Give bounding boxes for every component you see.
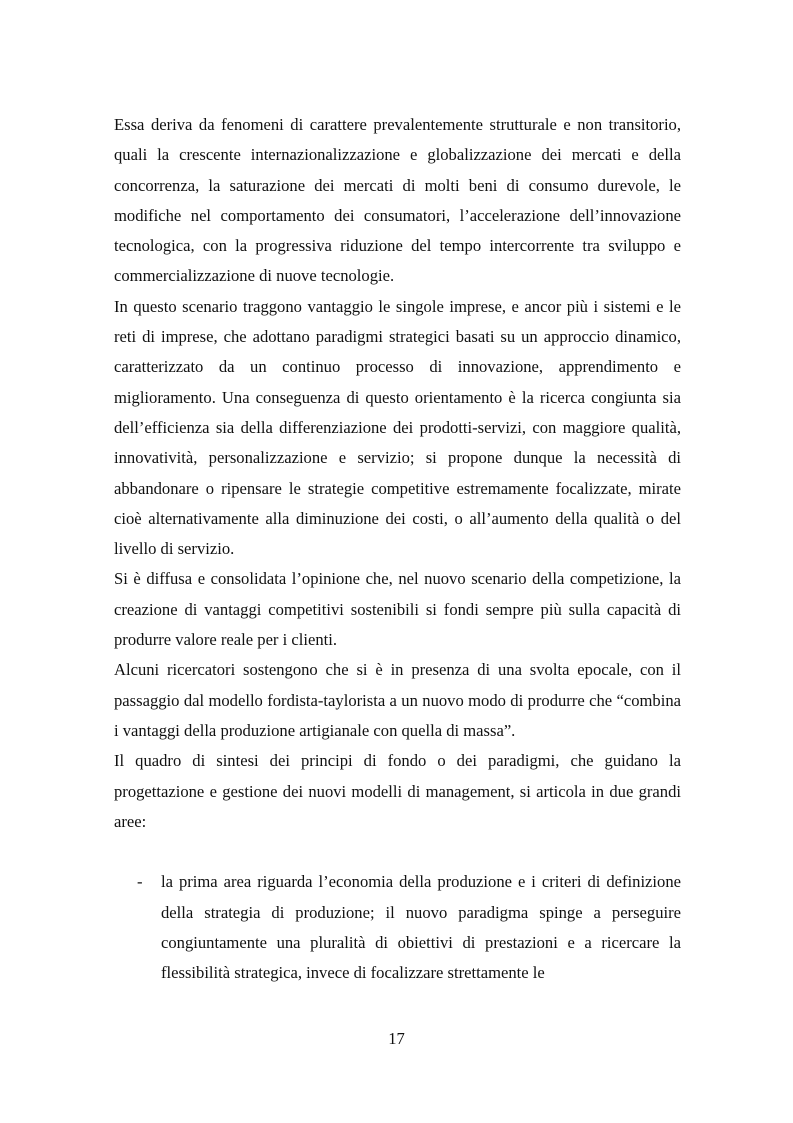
- body-text: [114, 110, 681, 989]
- paragraph-3: Si è diffusa e consolidata l’opinione che, nel nuovo scenario della competizione, la creazione di vantaggi competitivi sostenibili si fondi sempre più sulla capacità di produrre valore reale per i clienti.: [114, 569, 681, 650]
- bullet-text: la prima area riguarda l’economia della produzione e i criteri di definizione della strategia di produzione; il nuovo paradigma spinge a perseguire congiuntamente una pluralità di obiettivi di prestazioni e a ricercare la flessibilità strategica, invece di focalizzare strettamente le: [161, 872, 681, 983]
- paragraph-1: Essa deriva da fenomeni di carattere prevalentemente strutturale e non transitorio, quali la crescente internazionalizzazione e globalizzazione dei mercati e della concorrenza, la saturazione dei mercati di molti beni di consumo durevole, le modifiche nel comportamento dei consumatori, l’accelerazione dell’innovazione tecnologica, con la progressiva riduzione del tempo intercorrente tra sviluppo e commercializzazione di nuove tecnologie.: [114, 115, 681, 286]
- paragraph-5: Il quadro di sintesi dei principi di fondo o dei paradigmi, che guidano la progettazione e gestione dei nuovi modelli di management, si articola in due grandi aree:: [114, 751, 681, 831]
- bullet-marker: -: [137, 872, 143, 892]
- paragraph-4: Alcuni ricercatori sostengono che si è in presenza di una svolta epocale, con il passaggio dal modello fordista-taylorista a un nuovo modo di produrre che “combina i vantaggi della produzione artigianale con quella di massa”.: [114, 660, 681, 740]
- list-item: [137, 867, 681, 988]
- paragraph-2: In questo scenario traggono vantaggio le singole imprese, e ancor più i sistemi e le reti di imprese, che adottano paradigmi strategici basati su un approccio dinamico, caratterizzato da un continuo processo di innovazione, apprendimento e miglioramento. Una conseguenza di questo orientamento è la ricerca congiunta sia dell’efficienza sia della differenziazione dei prodotti-servizi, con maggiore qualità, innovatività, personalizzazione e servizio; si propone dunque la necessità di abbandonare o ripensare le strategie competitive estremamente focalizzate, mirate cioè alternativamente alla diminuzione dei costi, o all’aumento della qualità o del livello di servizio.: [114, 296, 681, 559]
- bullet-list: [114, 867, 681, 988]
- page-number: 17: [388, 1029, 405, 1048]
